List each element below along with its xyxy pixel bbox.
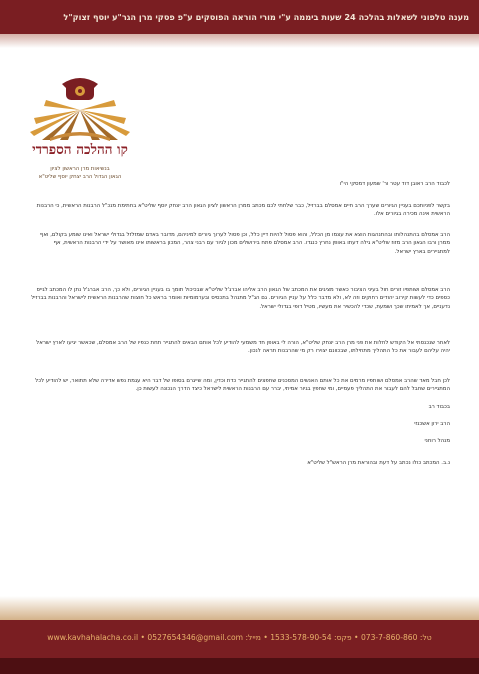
letter-postscript: נ.ב. המכתב כולו נכתב על דעת ובהוראת מרן הראש"ל שליט"א: [307, 460, 450, 466]
letter-paragraph-5: לכן חבל מאד שהרב אמסלם ושותפיו מרמים את כל אותם האנשים המסכנים שחפצים להתגייר כדת וכדין, ומה שייגרם בסופו של דבר היא עגמת נפש אדירה שלא תתואר, יש להודיע לכל המתגיירים שחבל להם לעבור את התהליך פעמיים, ומי שחפץ בגיור אמיתי, יברר עם הרבנות הראשית לישראל כיצד הדרך הנכונה לעשות כן.: [35, 378, 450, 393]
header-banner: מענה טלפוני לשאלות בהלכה 24 שעות ביממה ע"י מורי הוראה הפוסקים ע"פ פסקי מרן הגר"ע יוסף זצוק"ל: [0, 0, 479, 34]
letter-closing: בכבוד רב: [428, 404, 450, 410]
logo-subtitle-presidency: בנשיאות מרן הראשון לציון: [50, 166, 110, 172]
footer-contact-line: טל: 073-7-860-860 • פקס: 1533-578-90-54 • מייל: www.kavhahalacha.co.il • 0527654346@gmail.com: [47, 633, 432, 642]
logo-subtitle-rabbi: הגאון הגדול הרב יצחק יוסף שליט"א: [38, 174, 122, 180]
letter-paragraph-2: הרב אמסלם בהתנהלותו ובהתנהגות הוצא את עצמו מן הכלל, והוא פסול להיות דיין כלל, וכן פסול לערוך גיורים למיניהם, מדובר באדם שמזלזל בגדולי ישראל ואינו שומע בקולם, ואף ממרן ורבו הגאון הרב מזוז שליט"א גילה דעתו באופן נחרץ כנגדו. הרב אמסלם פתח בירושלים מכון לגיור עם רבני צהר, המכון בראשותו אינו מאושר על ידי הרבנות הראשית, אף למתגיירים בארץ ישראל.: [39, 232, 450, 255]
phone-emblem-icon: [20, 70, 140, 142]
footer-base: [0, 658, 479, 674]
letter-addressee: לכבוד הרב ראובן דוד עטר ור' שמעון דמסקי הי"ו: [339, 181, 450, 187]
organization-logo: [20, 70, 140, 188]
signer-title: מנהל רוחני: [424, 438, 450, 444]
signer-name: הרב ירון אשכנזי: [414, 421, 450, 427]
letter-paragraph-3: הרב אמסלם ושותפיו זורים חול בעיני הציבור כאשר מציגים את המכתב של הגאון הרב אליהו אברג'ל שליט"א שבכיכול תומך בו בעניין הגיורים, ולא כך, הרב אברג'ל נתן לו המכתב לגייס כספים כדי לעשות קירוב יהודים רחוקים וזה לא, ולא מדבר כלל על עניין הגיורים. גם הג"ל מתנהל בתכסיס ובערמומיות ואומר בראש כל חוצות שהרבנות הראשית לישראל והרבנות בברזיל נדעניים, אך לאמיתו שכך ושמעת, שכדי להכשיר את מעשיו, מטיל דופי בגדולי ישראל.: [31, 287, 450, 310]
footer-shadow: [0, 596, 479, 620]
logo-title: קו ההלכה הספרדי: [32, 142, 128, 158]
header-shadow: [0, 34, 479, 48]
letter-paragraph-4: לאחר שנכנסתי אל הקודש לחלות את פני מרן הרב יצחק שליט"א, הורה לי באופן חד משמעי להודיע לכל אותם הבאים להתגייר תחת כנפיו של הרב אמסלם, שכאשר יגיעו לארץ ישראל יהיה עליהם לעבור את כל התהליך מתחילתו, שבכוונם יצוירו רק מי שהרבנות תראה לנכון.: [36, 340, 450, 355]
letter-paragraph-1: בקשר לפניותכם בעניין הגיורים שערך הרב חיים אמסלם בברזיל, כבר שלחתי לכם מכתב ממרן הראשון לציון הגאון הרב יצחק יוסף שליט"א בחתימת מנכ"ל הרבנות הראשית, כי הרבנות הראשית אינה מכירה בגיורים אלו.: [36, 203, 450, 218]
